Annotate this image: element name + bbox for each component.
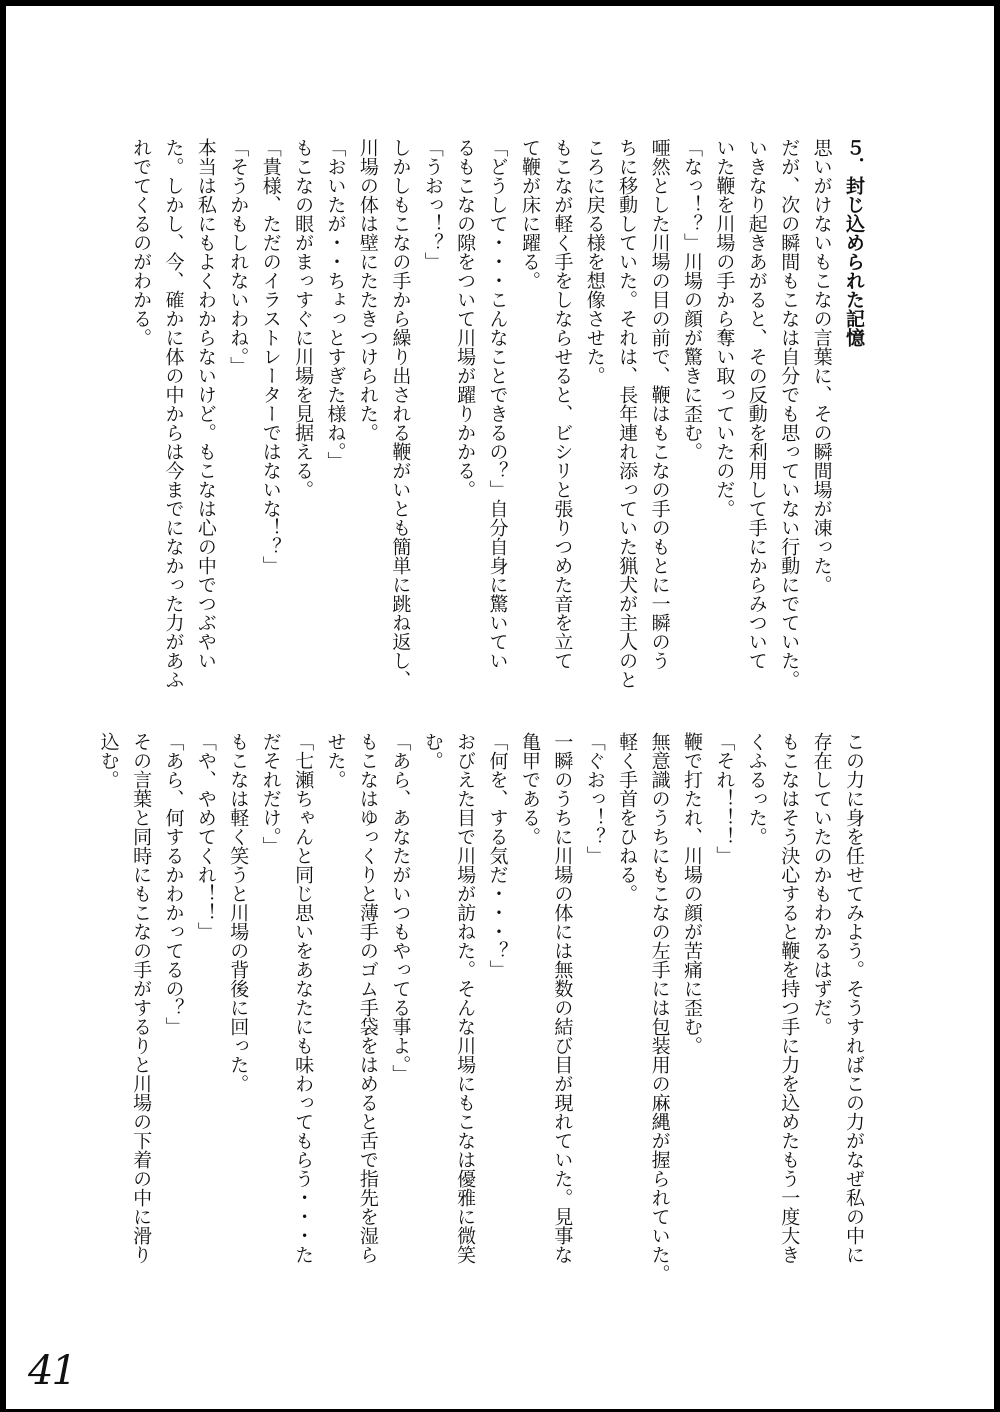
section-heading: ５．封じ込められた記憶 [843,138,865,347]
text-line: ちに移動していた。それは、長年連れ添っていた猟犬が主人のと [616,138,639,689]
text-line: 鞭で打たれ、川場の顔が苦痛に歪む。 [680,732,703,1055]
text-line: もこなの眼がまっすぐに川場を見据える。 [292,138,315,499]
text-line: その言葉と同時にもこなの手がするりと川場の下着の中に滑り [130,732,153,1264]
text-line: この力に身を任せてみよう。そうすればこの力がなぜ私の中に [843,732,865,1264]
text-line: もこなはそう決心すると鞭を持つ手に力を込めたもう一度大き [778,732,801,1264]
lower-text-block [92,732,870,1312]
text-line: 亀甲である。 [518,732,541,846]
text-line: だが、次の瞬間もこなは自分でも思っていない行動にでていた。 [778,138,801,689]
text-line: れでてくるのがわかる。 [130,138,153,347]
text-line: おびえた目で川場が訪ねた。そんな川場にもこなは優雅に微笑 [454,732,477,1264]
text-line: しかしもこなの手から繰り出される鞭がいとも簡単に跳ね返し、 [389,138,412,689]
text-line: 「どうして・・・こんなことできるの？」自分自身に驚いてい [486,138,509,670]
text-line: 込む。 [97,732,120,789]
text-line: 「なっ！？」川場の顔が驚きに歪む。 [680,138,703,461]
text-line: 思いがけないもこなの言葉に、その瞬間場が凍った。 [810,138,833,594]
text-line: 「そうかもしれないわね。」 [227,138,250,376]
text-line: た。しかし、今、確かに体の中からは今までになかった力があふ [162,138,185,689]
text-line: いきなり起きあがると、その反動を利用して手にからみついて [745,138,768,670]
text-line: 軽く手首をひねる。 [616,732,639,903]
text-line: む。 [421,732,444,770]
page-number: 41 [28,1348,75,1394]
text-line: 「ぐおっ！？」 [583,732,606,865]
text-line: もこなは軽く笑うと川場の背後に回った。 [227,732,250,1093]
text-line: るもこなの隙をついて川場が躍りかかる。 [454,138,477,499]
text-line: 唖然とした川場の目の前で、鞭はもこなの手のもとに一瞬のう [648,138,671,670]
text-line: 存在していたのかもわかるはずだ。 [810,732,833,1036]
upper-text-block [125,138,870,713]
text-line: くふるった。 [745,732,768,846]
text-line: て鞭が床に躍る。 [518,138,541,290]
text-line: 無意識のうちにもこなの左手には包装用の麻縄が握られていた。 [648,732,671,1283]
text-line: 「それ！！！」 [713,732,736,865]
text-line: だそれだけ。」 [259,732,282,856]
text-line: ころに戻る様を想像させた。 [583,138,606,385]
text-line: 「何を、する気だ・・・？」 [486,732,509,979]
text-line: もこなはゆっくりと薄手のゴム手袋をはめると舌で指先を湿ら [356,732,379,1264]
text-line: 「あら、あなたがいつもやってる事よ。」 [389,732,412,1084]
text-line: 「や、やめてくれ！！」 [194,732,217,941]
text-line: 「おいたが・・ちょっとすぎた様ね。」 [324,138,347,471]
text-line: 本当は私にもよくわからないけど。もこなは心の中でつぶやい [194,138,217,670]
text-line: 「貴様、ただのイラストレーターではないな！？」 [259,138,282,575]
text-line: 「七瀬ちゃんと同じ思いをあなたにも味わってもらう・・・た [292,732,315,1264]
text-line: 「あら、何するかわかってるの？」 [162,732,185,1036]
text-line: 「うおっ！？」 [421,138,444,271]
text-line: せた。 [324,732,347,789]
text-line: 一瞬のうちに川場の体には無数の結び目が現れていた。見事な [551,732,574,1264]
text-line: もこなが軽く手をしならせると、ビシリと張りつめた音を立て [551,138,574,670]
text-line: いた鞭を川場の手から奪い取っていたのだ。 [713,138,736,518]
text-line: 川場の体は壁にたたきつけられた。 [356,138,379,442]
